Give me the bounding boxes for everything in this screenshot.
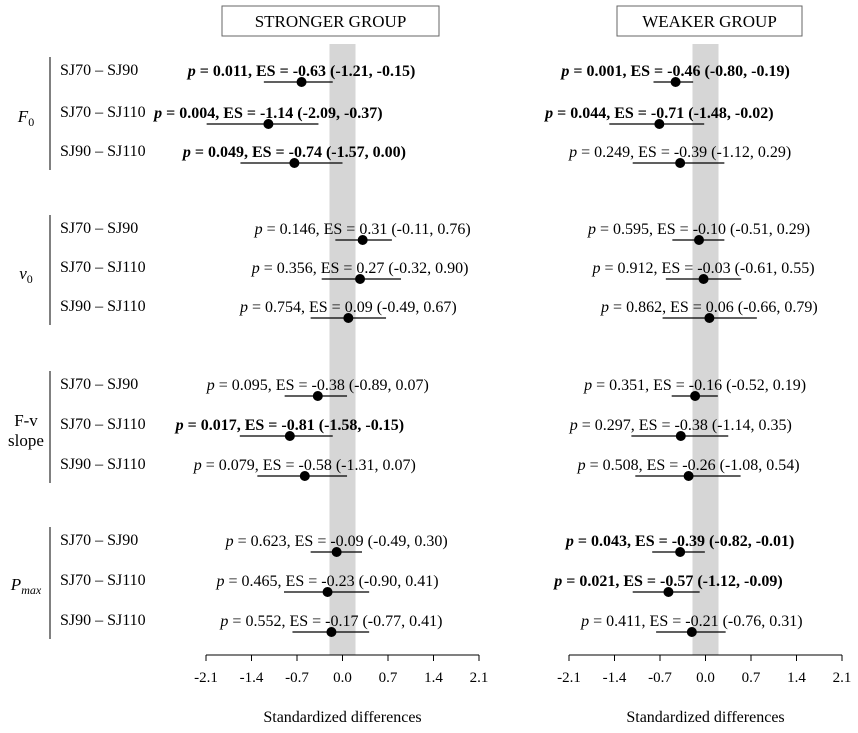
row-label-column: [8, 57, 146, 639]
trivial-effect-band: [693, 44, 719, 655]
p-symbol: p: [545, 105, 554, 122]
estimate-row: [239, 299, 457, 323]
comparison-label: SJ90 – SJ110: [60, 456, 146, 473]
x-tick-label: 0.0: [696, 670, 715, 686]
p-symbol: p: [154, 105, 163, 122]
estimate-row: [583, 377, 806, 401]
x-axis-label: Standardized differences: [626, 709, 785, 726]
panel-title: STRONGER GROUP: [254, 12, 407, 31]
p-symbol: p: [216, 573, 225, 590]
row-annotation: p = 0.595, ES = -0.10 (-0.51, 0.29): [587, 221, 811, 238]
x-tick-label: 2.1: [832, 670, 852, 686]
p-symbol: p: [561, 63, 570, 80]
estimate-row: [251, 260, 469, 284]
estimate-row: [174, 417, 404, 441]
x-tick-label: -1.4: [239, 670, 264, 686]
estimate-row: [592, 260, 815, 284]
estimate-row: [559, 63, 789, 87]
row-annotation: p = 0.912, ES = -0.03 (-0.61, 0.55): [592, 260, 815, 277]
comparison-label: SJ70 – SJ90: [60, 532, 139, 549]
row-annotation: p = 0.297, ES = -0.38 (-1.14, 0.35): [569, 417, 792, 434]
row-annotation: p = 0.049, ES = -0.74 (-1.57, 0.00): [182, 144, 406, 161]
x-tick-label: 0.7: [741, 670, 761, 686]
comparison-label: SJ70 – SJ110: [60, 104, 146, 121]
row-annotation: p = 0.004, ES = -1.14 (-2.09, -0.37): [154, 105, 383, 122]
p-symbol: p: [182, 144, 191, 161]
comparison-label: SJ70 – SJ90: [60, 376, 139, 393]
estimate-row: [181, 144, 406, 168]
p-symbol: p: [254, 221, 263, 238]
p-symbol: p: [584, 377, 593, 394]
x-tick-label: -1.4: [602, 670, 627, 686]
estimate-row: [193, 457, 416, 481]
p-symbol: p: [554, 573, 563, 590]
row-annotation: p = 0.862, ES = 0.06 (-0.66, 0.79): [601, 299, 818, 316]
row-annotation: p = 0.754, ES = 0.09 (-0.49, 0.67): [239, 299, 457, 316]
p-symbol: p: [569, 144, 578, 161]
p-symbol: p: [565, 533, 574, 550]
estimate-row: [569, 417, 792, 441]
parameter-label: F-v slope: [8, 411, 44, 450]
row-annotation: p = 0.011, ES = -0.63 (-1.21, -0.15): [187, 63, 416, 80]
row-annotation: p = 0.356, ES = 0.27 (-0.32, 0.90): [251, 260, 469, 277]
estimate-row: [254, 221, 471, 245]
estimate-row: [552, 573, 782, 597]
p-symbol: p: [251, 260, 260, 277]
x-tick-label: -2.1: [557, 670, 581, 686]
x-axis-label: Standardized differences: [263, 709, 422, 726]
p-symbol: p: [175, 417, 184, 434]
row-annotation: p = 0.249, ES = -0.39 (-1.12, 0.29): [569, 144, 792, 161]
stronger-group-panel: [152, 6, 488, 726]
p-symbol: p: [569, 417, 578, 434]
parameter-label: $v_0$: [19, 264, 33, 286]
estimate-row: [568, 144, 791, 168]
row-annotation: p = 0.623, ES = -0.09 (-0.49, 0.30): [225, 533, 448, 550]
x-tick-label: 2.1: [469, 670, 489, 686]
comparison-label: SJ70 – SJ90: [60, 62, 139, 79]
row-annotation: p = 0.021, ES = -0.57 (-1.12, -0.09): [554, 573, 783, 590]
parameter-label: $P_{max}$: [10, 575, 42, 597]
comparison-label: SJ70 – SJ90: [60, 220, 139, 237]
estimate-row: [587, 221, 810, 245]
parameter-label: $F_0$: [17, 107, 35, 129]
row-annotation: p = 0.411, ES = -0.21 (-0.76, 0.31): [581, 613, 803, 630]
p-symbol: p: [577, 457, 586, 474]
x-tick-label: -0.7: [648, 670, 672, 686]
estimate-row: [564, 533, 794, 557]
comparison-label: SJ70 – SJ110: [60, 259, 146, 276]
row-annotation: p = 0.043, ES = -0.39 (-0.82, -0.01): [565, 533, 795, 550]
comparison-label: SJ70 – SJ110: [60, 416, 146, 433]
x-tick-label: -2.1: [194, 670, 218, 686]
row-annotation: p = 0.044, ES = -0.71 (-1.48, -0.02): [545, 105, 774, 122]
estimate-row: [206, 377, 429, 401]
estimate-row: [216, 573, 439, 597]
row-annotation: p = 0.465, ES = -0.23 (-0.90, 0.41): [216, 573, 439, 590]
row-annotation: p = 0.017, ES = -0.81 (-1.58, -0.15): [175, 417, 405, 434]
panel-title: WEAKER GROUP: [642, 12, 777, 31]
x-tick-label: 0.0: [333, 670, 352, 686]
p-symbol: p: [592, 260, 601, 277]
p-symbol: p: [206, 377, 215, 394]
x-tick-label: 0.7: [378, 670, 398, 686]
row-annotation: p = 0.508, ES = -0.26 (-1.08, 0.54): [577, 457, 800, 474]
row-annotation: p = 0.001, ES = -0.46 (-0.80, -0.19): [561, 63, 790, 80]
estimate-row: [225, 533, 448, 557]
trivial-effect-band: [330, 44, 356, 655]
estimate-row: [577, 457, 800, 481]
row-annotation: p = 0.351, ES = -0.16 (-0.52, 0.19): [584, 377, 807, 394]
estimate-row: [600, 299, 818, 323]
row-annotation: p = 0.146, ES = 0.31 (-0.11, 0.76): [254, 221, 471, 238]
p-symbol: p: [239, 299, 248, 316]
estimate-row: [219, 613, 442, 637]
p-symbol: p: [220, 613, 229, 630]
estimate-row: [543, 105, 773, 129]
p-symbol: p: [187, 63, 196, 80]
weaker-group-panel: [543, 6, 851, 726]
p-symbol: p: [225, 533, 234, 550]
comparison-label: SJ90 – SJ110: [60, 612, 146, 629]
row-annotation: p = 0.079, ES = -0.58 (-1.31, 0.07): [193, 457, 416, 474]
p-symbol: p: [601, 299, 610, 316]
x-tick-label: 1.4: [787, 670, 806, 686]
estimate-row: [186, 63, 416, 87]
estimate-row: [580, 613, 802, 637]
p-symbol: p: [193, 457, 202, 474]
x-tick-label: -0.7: [285, 670, 309, 686]
x-tick-label: 1.4: [424, 670, 443, 686]
comparison-label: SJ90 – SJ110: [60, 298, 146, 315]
comparison-label: SJ90 – SJ110: [60, 143, 146, 160]
comparison-label: SJ70 – SJ110: [60, 572, 146, 589]
p-symbol: p: [587, 221, 596, 238]
row-annotation: p = 0.095, ES = -0.38 (-0.89, 0.07): [206, 377, 429, 394]
row-annotation: p = 0.552, ES = -0.17 (-0.77, 0.41): [220, 613, 443, 630]
p-symbol: p: [581, 613, 590, 630]
